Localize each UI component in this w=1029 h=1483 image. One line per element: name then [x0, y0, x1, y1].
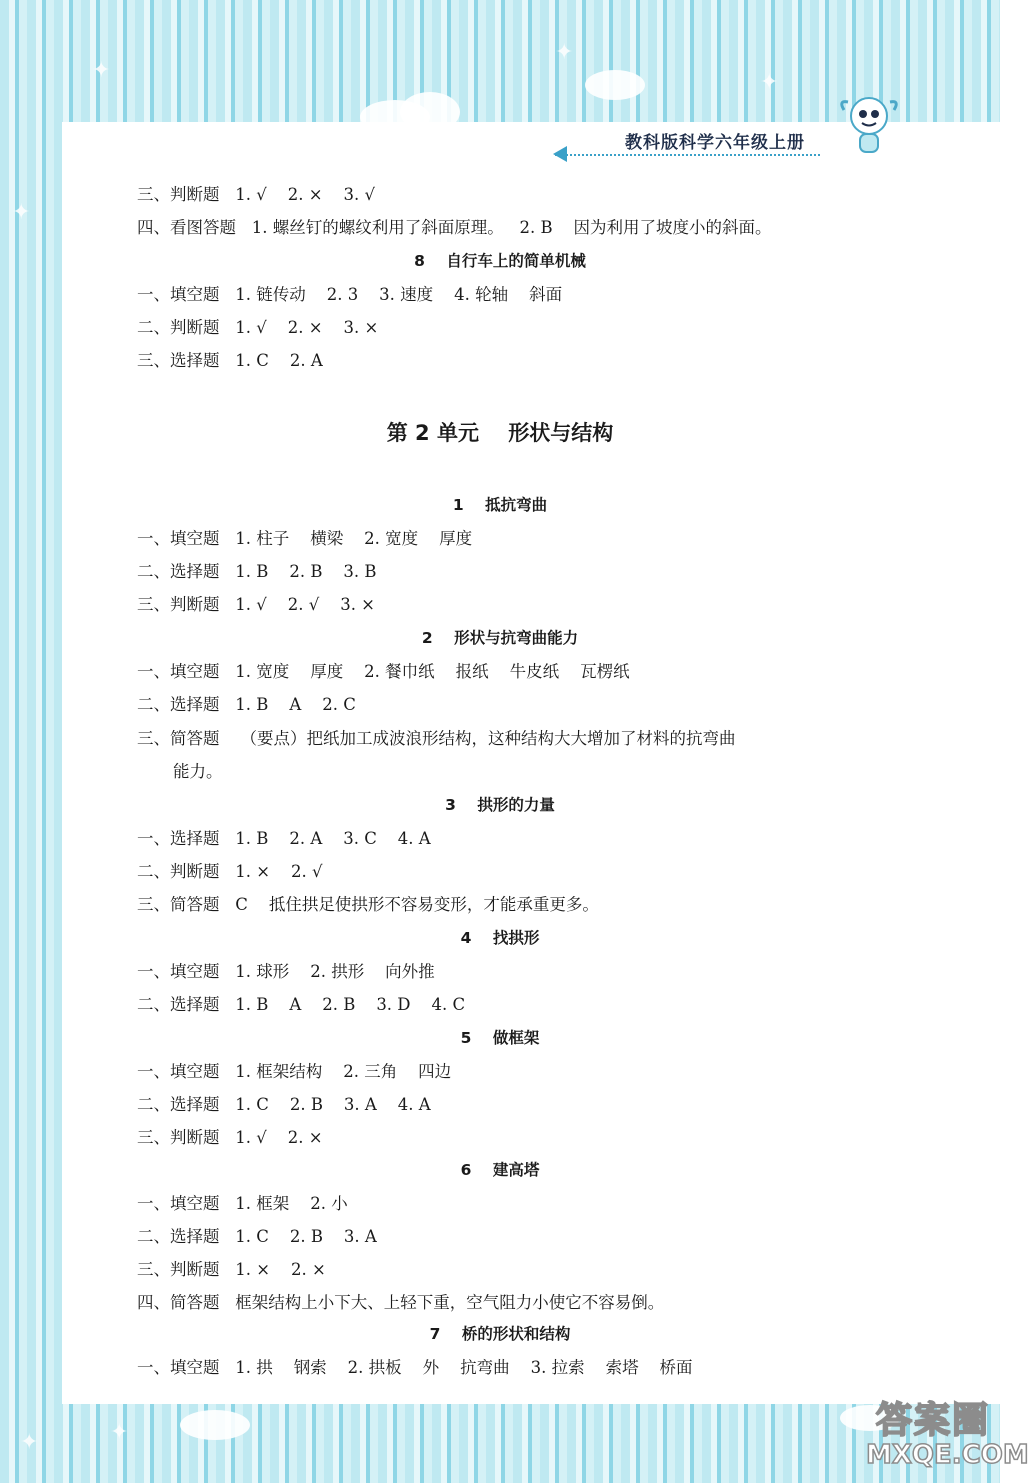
answer-line: 一、填空题 1. 宽度 厚度 2. 餐巾纸 报纸 牛皮纸 瓦楞纸	[137, 662, 630, 681]
answer-line: 三、判断题 1. × 2. ×	[137, 1260, 326, 1279]
lesson-title: 4 找拱形	[460, 929, 540, 947]
watermark-url-text: MXQE.COM	[866, 1440, 1029, 1470]
answer-line: 三、判断题 1. √ 2. ×	[137, 1128, 323, 1147]
cloud-decoration	[180, 1410, 250, 1440]
book-title: 教科版科学六年级上册	[625, 133, 805, 153]
answer-line: 二、选择题 1. B 2. B 3. B	[137, 562, 377, 581]
star-icon: ✦	[760, 70, 779, 95]
answer-line: 一、填空题 1. 球形 2. 拱形 向外推	[137, 962, 435, 981]
lesson-title: 7 桥的形状和结构	[429, 1325, 571, 1343]
lesson-title: 2 形状与抗弯曲能力	[421, 629, 579, 647]
answer-line: 二、选择题 1. C 2. B 3. A	[137, 1227, 377, 1246]
star-icon: ✦	[20, 1430, 39, 1455]
site-watermark-logo	[866, 1388, 1029, 1483]
answer-line: 二、选择题 1. C 2. B 3. A 4. A	[137, 1095, 431, 1114]
answer-line: 三、判断题 1. √ 2. √ 3. ×	[137, 595, 376, 614]
answer-line: 一、填空题 1. 链传动 2. 3 3. 速度 4. 轮轴 斜面	[137, 285, 563, 304]
star-icon: ✦	[12, 200, 31, 225]
answer-line: 二、选择题 1. B A 2. B 3. D 4. C	[137, 995, 466, 1014]
answer-line: 三、选择题 1. C 2. A	[137, 351, 323, 370]
lesson-title: 6 建高塔	[460, 1161, 540, 1179]
answer-line: 一、填空题 1. 柱子 横梁 2. 宽度 厚度	[137, 529, 473, 548]
watermark-logo-text: 答案圈	[875, 1400, 990, 1441]
answer-line: 一、填空题 1. 框架 2. 小	[137, 1194, 348, 1213]
answer-line: 二、选择题 1. B A 2. C	[137, 695, 356, 714]
star-icon: ✦	[555, 40, 574, 65]
answer-line: 一、选择题 1. B 2. A 3. C 4. A	[137, 829, 431, 848]
answer-line: 三、简答题 C 抵住拱足使拱形不容易变形，才能承重更多。	[137, 895, 599, 914]
star-icon: ✦	[110, 1420, 129, 1445]
answer-line: 一、填空题 1. 拱 钢索 2. 拱板 外 抗弯曲 3. 拉索 索塔 桥面	[137, 1358, 693, 1377]
star-icon: ✦	[92, 58, 111, 83]
lesson-title: 5 做框架	[460, 1029, 540, 1047]
cloud-decoration	[585, 70, 645, 100]
answer-line: 二、判断题 1. × 2. √	[137, 862, 323, 881]
mascot-icon	[836, 92, 902, 158]
header-divider	[555, 154, 820, 156]
answer-line: 三、简答题 （要点）把纸加工成波浪形结构，这种结构大大增加了材料的抗弯曲	[137, 729, 736, 748]
cloud-decoration	[400, 92, 460, 132]
answer-line-continuation: 能力。	[173, 762, 223, 781]
unit-title: 第 2 单元 形状与结构	[386, 421, 614, 445]
lesson-title: 8 自行车上的简单机械	[414, 252, 586, 270]
lesson-title: 3 拱形的力量	[445, 796, 555, 814]
answer-line: 二、判断题 1. √ 2. × 3. ×	[137, 318, 379, 337]
lesson-title: 1 抵抗弯曲	[452, 496, 548, 514]
answer-line: 三、判断题 1. √ 2. × 3. √	[137, 185, 376, 204]
answer-line: 一、填空题 1. 框架结构 2. 三角 四边	[137, 1062, 452, 1081]
answer-line: 四、看图答题 1. 螺丝钉的螺纹利用了斜面原理。 2. B 因为利用了坡度小的斜面。	[137, 218, 772, 237]
answer-line: 四、简答题 框架结构上小下大、上轻下重，空气阻力小使它不容易倒。	[137, 1293, 665, 1312]
